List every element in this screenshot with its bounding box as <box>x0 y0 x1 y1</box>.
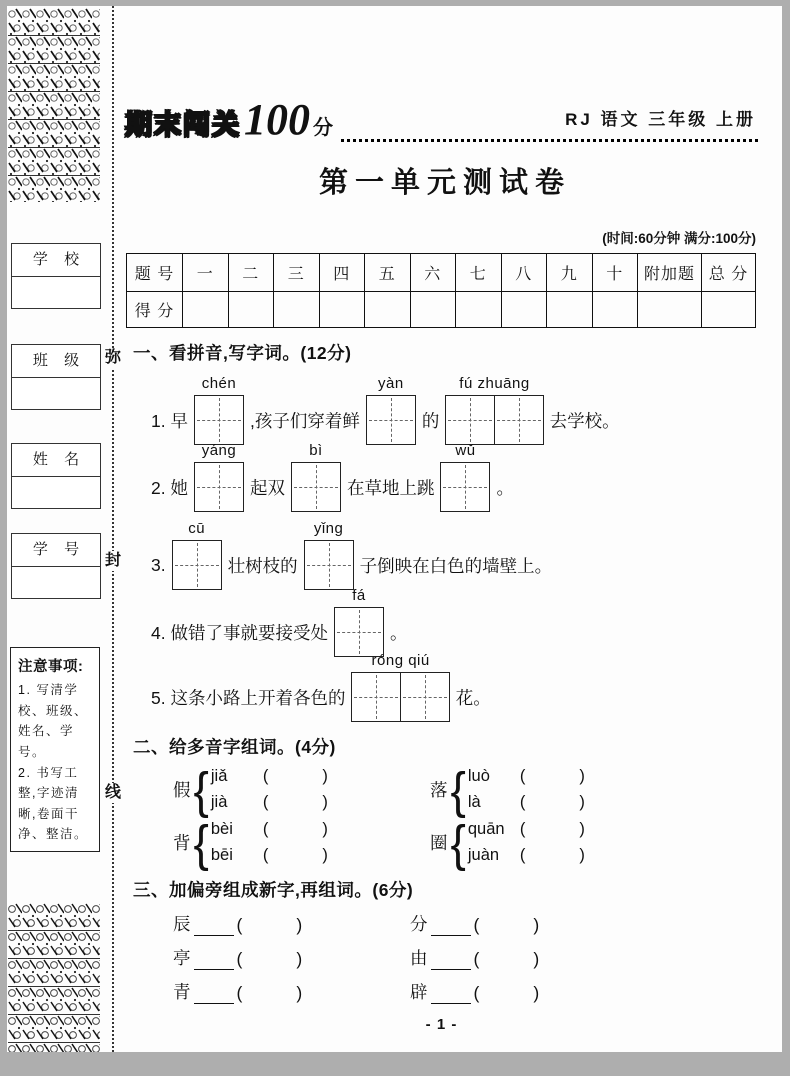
answer-parens <box>237 949 303 970</box>
notice-box <box>10 647 100 852</box>
radical-row-3 <box>173 979 758 1004</box>
paren-open: ( <box>519 820 526 838</box>
question-text: 起双 <box>249 477 285 498</box>
answer-parens <box>263 820 328 839</box>
brand-text: 期末闯关 <box>125 110 241 140</box>
radical-item <box>173 945 410 970</box>
score-header-cell: 四 <box>319 254 365 292</box>
blank-underline <box>194 952 234 970</box>
score-cell-empty <box>456 292 502 328</box>
question-text: 5. 这条小路上开着各色的 <box>151 687 346 708</box>
seal-char-mi: 弥 <box>102 348 124 368</box>
radical-item <box>410 911 539 936</box>
notice-item: 2. 书写工整,字迹清晰,卷面干净、整洁。 <box>18 765 89 842</box>
polyphone-group-quan <box>430 814 585 871</box>
radical-item <box>410 945 539 970</box>
writing-box-group <box>291 442 341 512</box>
item-char: 辟 <box>410 982 428 1002</box>
pinyin-label: yǐng <box>313 520 344 537</box>
question-5 <box>151 652 758 722</box>
writing-box <box>194 395 244 445</box>
sidebar-field-name <box>11 443 101 509</box>
question-1 <box>151 375 758 445</box>
paren-close: ) <box>579 793 585 811</box>
question-text: 壮树枝的 <box>227 555 298 576</box>
pinyin-option: bēi <box>210 846 233 864</box>
score-cell-empty <box>638 292 702 328</box>
item-char: 亭 <box>173 948 191 968</box>
paren-close: ) <box>533 983 540 1003</box>
score-header-cell: 三 <box>274 254 320 292</box>
answer-parens <box>520 820 585 839</box>
radical-item <box>173 911 410 936</box>
score-header-cell: 十 <box>592 254 638 292</box>
header-dotted-rule <box>341 105 758 142</box>
main-content <box>125 6 758 1033</box>
sidebar-field-class <box>11 344 101 410</box>
answer-parens <box>263 846 328 865</box>
question-3 <box>151 520 758 590</box>
paren-open: ( <box>519 767 526 785</box>
polyphone-char: 背 <box>173 833 191 853</box>
notice-item: 1. 写清学校、班级、姓名、学号。 <box>18 683 89 759</box>
pinyin-label: cū <box>188 520 206 537</box>
answer-parens <box>520 767 585 786</box>
score-header-cell: 题 号 <box>127 254 183 292</box>
pinyin-option: juàn <box>467 846 500 864</box>
pinyin-option-line <box>211 767 328 786</box>
writing-box <box>494 395 544 445</box>
section-three-heading: 三、加偏旁组成新字,再组词。(6分) <box>133 880 414 900</box>
paren-open: ( <box>236 949 243 969</box>
score-header-cell: 七 <box>456 254 502 292</box>
paren-open: ( <box>236 915 243 935</box>
pinyin-option: là <box>467 793 481 811</box>
question-2 <box>151 442 758 512</box>
paren-close: ) <box>579 846 585 864</box>
answer-parens <box>474 983 540 1004</box>
question-text: 子倒映在白色的墙壁上。 <box>359 555 553 576</box>
answer-parens <box>520 793 585 812</box>
score-header-cell: 五 <box>365 254 411 292</box>
paper-title: 第一单元测试卷 <box>318 167 571 199</box>
item-char: 青 <box>173 982 191 1002</box>
paren-open: ( <box>473 949 480 969</box>
paren-open: ( <box>262 793 269 811</box>
question-text: 1. 早 <box>151 410 188 431</box>
paren-close: ) <box>322 767 328 785</box>
pattern-texture <box>8 8 100 202</box>
radical-row-1 <box>173 911 758 936</box>
section-one-heading: 一、看拼音,写字词。(12分) <box>133 343 352 363</box>
pinyin-option-line <box>211 846 328 865</box>
writing-box <box>366 395 416 445</box>
brace-icon: { <box>193 761 209 818</box>
question-text: 花。 <box>455 687 491 708</box>
field-label: 班 级 <box>12 345 100 378</box>
question-text: 3. <box>151 554 166 575</box>
paren-close: ) <box>296 949 303 969</box>
writing-box-group <box>172 520 222 590</box>
score-cell-empty <box>410 292 456 328</box>
brace-icon: { <box>450 761 466 818</box>
notice-title: 注意事项: <box>18 659 84 675</box>
blank-underline <box>194 918 234 936</box>
sidebar-field-student-number <box>11 533 101 599</box>
exam-info: (时间:60分钟 满分:100分) <box>602 231 756 246</box>
polyphone-char: 圈 <box>430 833 448 853</box>
seal-dotted-line <box>112 6 114 1052</box>
score-header-cell: 八 <box>501 254 547 292</box>
score-table-score-row <box>127 292 756 328</box>
pinyin-options <box>211 820 328 865</box>
answer-parens <box>263 793 328 812</box>
score-header-cell: 九 <box>547 254 593 292</box>
question-text: 。 <box>496 477 514 498</box>
score-table <box>126 253 756 328</box>
answer-parens <box>474 915 540 936</box>
pinyin-label: róng qiú <box>371 652 430 669</box>
paren-close: ) <box>322 846 328 864</box>
writing-box-group <box>440 442 490 512</box>
score-cell-empty <box>501 292 547 328</box>
writing-box-group <box>194 442 244 512</box>
polyphone-char: 落 <box>430 780 448 800</box>
field-write-area <box>12 567 100 598</box>
pinyin-option: jià <box>210 793 228 811</box>
question-text: 4. 做错了事就要接受处 <box>151 622 328 643</box>
field-label: 姓 名 <box>12 444 100 477</box>
field-label: 学 校 <box>12 244 100 277</box>
question-text: 在草地上跳 <box>346 477 435 498</box>
paren-close: ) <box>533 949 540 969</box>
score-cell-empty <box>319 292 365 328</box>
paren-open: ( <box>262 767 269 785</box>
seal-char-feng: 封 <box>102 551 124 571</box>
answer-parens <box>237 983 303 1004</box>
brace-icon: { <box>450 814 466 871</box>
answer-parens <box>520 846 585 865</box>
paren-open: ( <box>262 846 269 864</box>
score-cell-empty <box>274 292 320 328</box>
writing-box <box>334 607 384 657</box>
pinyin-options <box>468 767 585 812</box>
field-label: 学 号 <box>12 534 100 567</box>
brand-score: 100 <box>244 95 310 144</box>
paren-close: ) <box>533 915 540 935</box>
polyphone-group-luo <box>430 761 585 818</box>
writing-box <box>172 540 222 590</box>
blank-underline <box>431 986 471 1004</box>
brand-score-unit: 分 <box>313 117 333 139</box>
paren-open: ( <box>473 915 480 935</box>
pinyin-option-line <box>468 767 585 786</box>
polyphone-row-2 <box>173 814 758 871</box>
score-header-cell: 总 分 <box>702 254 756 292</box>
pinyin-label: yáng <box>201 442 237 459</box>
blank-underline <box>431 952 471 970</box>
writing-box <box>291 462 341 512</box>
pinyin-options <box>468 820 585 865</box>
paren-close: ) <box>322 820 328 838</box>
writing-box-group <box>445 375 543 445</box>
paren-close: ) <box>579 820 585 838</box>
writing-box <box>351 672 401 722</box>
writing-box-group <box>351 652 449 722</box>
question-4 <box>151 587 758 657</box>
radical-item <box>410 979 539 1004</box>
answer-parens <box>237 915 303 936</box>
polyphone-char: 假 <box>173 780 191 800</box>
score-header-cell: 六 <box>410 254 456 292</box>
decorative-pattern-top <box>8 8 100 202</box>
question-text: 的 <box>421 410 440 431</box>
score-cell-empty <box>592 292 638 328</box>
writing-box-group <box>304 520 354 590</box>
writing-box <box>440 462 490 512</box>
score-cell-empty <box>228 292 274 328</box>
pinyin-label: chén <box>201 375 237 392</box>
score-cell-empty <box>183 292 229 328</box>
radical-row-2 <box>173 945 758 970</box>
brace-icon: { <box>193 814 209 871</box>
question-text: 去学校。 <box>549 410 620 431</box>
pinyin-option-line <box>211 820 328 839</box>
paren-open: ( <box>236 983 243 1003</box>
pinyin-option-line <box>468 793 585 812</box>
blank-underline <box>431 918 471 936</box>
score-table-header-row <box>127 254 756 292</box>
paren-open: ( <box>519 846 526 864</box>
section-two-heading: 二、给多音字组词。(4分) <box>133 737 336 757</box>
field-write-area <box>12 277 100 308</box>
paren-close: ) <box>322 793 328 811</box>
brand-logo <box>125 95 333 144</box>
item-char: 由 <box>410 948 428 968</box>
score-header-cell: 二 <box>228 254 274 292</box>
polyphone-row-1 <box>173 761 758 818</box>
answer-parens <box>474 949 540 970</box>
score-cell-empty <box>365 292 411 328</box>
decorative-pattern-bottom <box>8 903 100 1052</box>
polyphone-group-jia <box>173 761 430 818</box>
paren-close: ) <box>296 983 303 1003</box>
pinyin-label: wǔ <box>455 442 476 459</box>
writing-box <box>400 672 450 722</box>
paren-open: ( <box>262 820 269 838</box>
pinyin-label: fú zhuāng <box>459 375 530 392</box>
pinyin-label: fá <box>352 587 366 604</box>
field-write-area <box>12 378 100 409</box>
paren-close: ) <box>296 915 303 935</box>
pinyin-label: bì <box>309 442 323 459</box>
score-cell-empty <box>702 292 756 328</box>
question-text: 。 <box>389 622 408 643</box>
sidebar-field-school <box>11 243 101 309</box>
pinyin-options <box>211 767 328 812</box>
paren-open: ( <box>473 983 480 1003</box>
edition-label: RJ 语文 三年级 上册 <box>565 110 756 129</box>
item-char: 辰 <box>173 914 191 934</box>
pinyin-option-line <box>468 820 585 839</box>
writing-box <box>194 462 244 512</box>
page-number: - 1 - <box>425 1016 458 1033</box>
question-text: ,孩子们穿着鲜 <box>249 410 360 431</box>
pinyin-option: quān <box>467 820 505 838</box>
seal-char-xian: 线 <box>102 783 124 803</box>
paren-close: ) <box>579 767 585 785</box>
pinyin-label: yàn <box>378 375 404 392</box>
item-char: 分 <box>410 914 428 934</box>
score-row-label: 得 分 <box>127 292 183 328</box>
question-text: 2. 她 <box>151 477 188 498</box>
score-header-cell: 附加题 <box>638 254 702 292</box>
writing-box <box>445 395 495 445</box>
page-header <box>125 95 758 144</box>
pattern-texture <box>8 903 100 1052</box>
radical-item <box>173 979 410 1004</box>
writing-box <box>304 540 354 590</box>
pinyin-option-line <box>211 793 328 812</box>
writing-box-group <box>194 375 244 445</box>
writing-box-group <box>366 375 416 445</box>
writing-box-group <box>334 587 384 657</box>
polyphone-group-bei <box>173 814 430 871</box>
score-cell-empty <box>547 292 593 328</box>
pinyin-option-line <box>468 846 585 865</box>
paren-open: ( <box>519 793 526 811</box>
pinyin-option: jiǎ <box>210 767 228 785</box>
pinyin-option: luò <box>467 767 490 785</box>
blank-underline <box>194 986 234 1004</box>
score-header-cell: 一 <box>183 254 229 292</box>
field-write-area <box>12 477 100 508</box>
pinyin-option: bèi <box>210 820 233 838</box>
answer-parens <box>263 767 328 786</box>
